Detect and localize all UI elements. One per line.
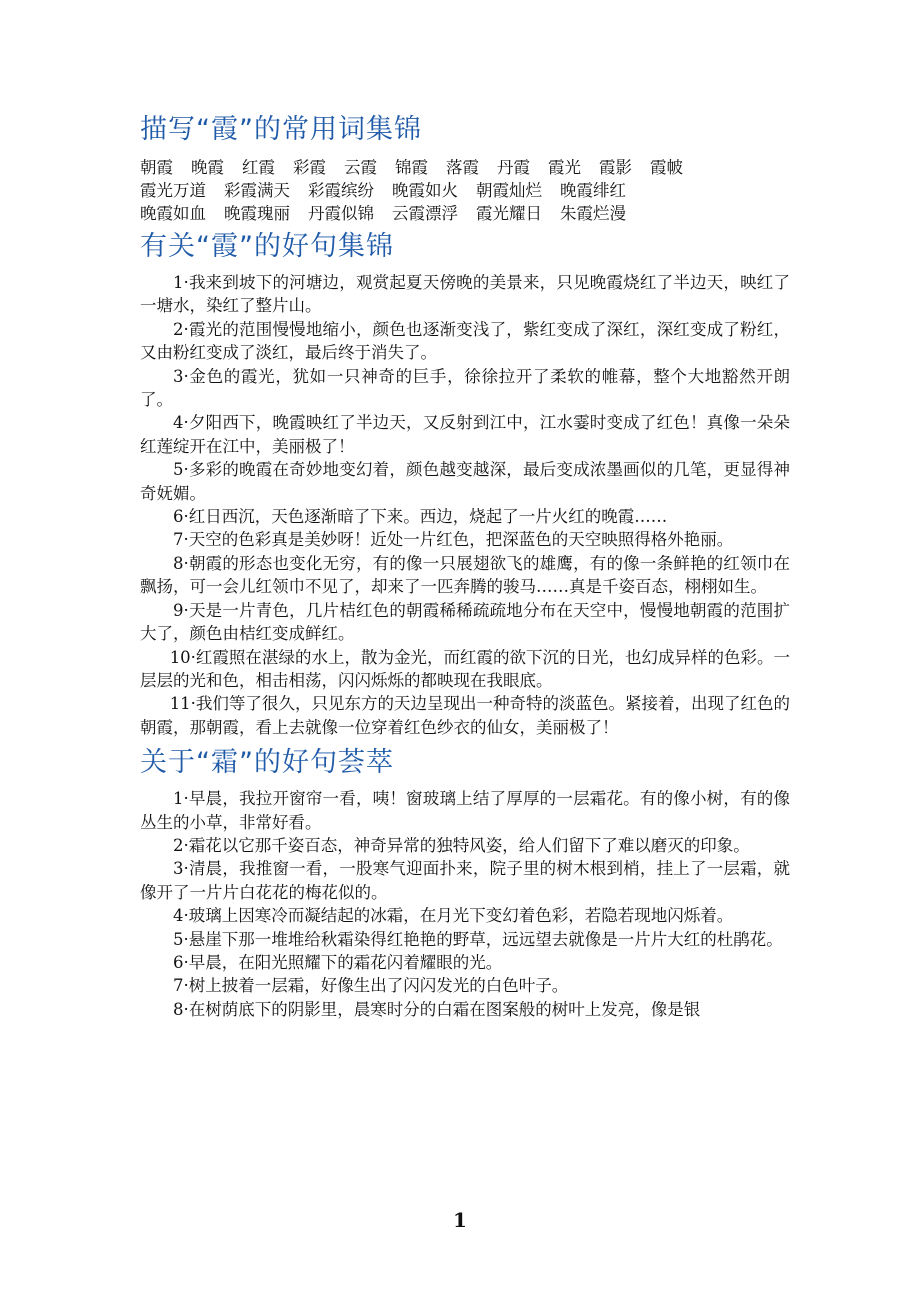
word: 彩霞缤纷 xyxy=(308,181,374,200)
word-list xyxy=(140,156,790,225)
section-title-xia-words: 描写“霞”的常用词集锦 xyxy=(140,114,422,145)
sentence-item: 3·金色的霞光，犹如一只神奇的巨手，徐徐拉开了柔软的帷幕，整个大地豁然开朗了。 xyxy=(140,366,790,410)
sentence-item: 10·红霞照在湛绿的水上，散为金光，而红霞的欲下沉的日光，也幻成异样的色彩。一层层的光和色，相击相荡，闪闪烁烁的都映现在我眼底。 xyxy=(140,647,790,690)
sentence-item: 8·在树荫底下的阴影里，晨寒时分的白霜在图案般的树叶上发亮，像是银 xyxy=(173,999,701,1019)
sentence-item: 4·夕阳西下，晚霞映红了半边天，又反射到江中，江水霎时变成了红色！真像一朵朵红莲绽开在江中，美丽极了！ xyxy=(140,413,790,456)
sentence-list-shuang xyxy=(140,787,790,1021)
word: 朝霞灿烂 xyxy=(476,181,542,200)
word: 晚霞绯红 xyxy=(560,181,626,200)
sentence-item: 2·霜花以它那千姿百态，神奇异常的独特风姿，给人们留下了难以磨灭的印象。 xyxy=(173,835,750,855)
word: 朝霞 xyxy=(140,158,173,177)
document-page xyxy=(140,110,790,1025)
word-line xyxy=(140,156,790,179)
word: 丹霞 xyxy=(497,158,530,177)
word: 朱霞烂漫 xyxy=(560,204,626,223)
section-title-shuang-sentences: 关于“霜”的好句荟萃 xyxy=(140,747,394,779)
word: 彩霞 xyxy=(293,158,326,177)
word: 晚霞瑰丽 xyxy=(224,204,290,223)
word-line xyxy=(140,179,790,202)
word: 霞光 xyxy=(548,158,581,177)
sentence-item: 6·红日西沉，天色逐渐暗了下来。西边，烧起了一片火红的晚霞…… xyxy=(173,507,668,527)
sentence-item: 3·清晨，我推窗一看，一股寒气迎面扑来，院子里的树木根到梢，挂上了一层霜，就像开了一片片白花花的梅花似的。 xyxy=(140,859,790,902)
section-title-xia-sentences: 有关“霞”的好句集锦 xyxy=(140,231,394,262)
word: 落霞 xyxy=(446,158,479,177)
sentence-item: 5·多彩的晚霞在奇妙地变幻着，颜色越变越深，最后变成浓墨画似的几笔，更显得神奇妩媚。 xyxy=(140,460,790,503)
word: 霞帔 xyxy=(650,158,683,177)
sentence-item: 5·悬崖下那一堆堆给秋霜染得红艳艳的野草，远远望去就像是一片片大红的杜鹃花。 xyxy=(173,929,783,949)
sentence-item: 6·早晨，在阳光照耀下的霜花闪着耀眼的光。 xyxy=(173,952,503,972)
page-number: 1 xyxy=(453,1208,467,1232)
word: 霞影 xyxy=(599,158,632,177)
sentence-list-xia xyxy=(140,271,790,739)
sentence-item: 11·我们等了很久，只见东方的天边呈现出一种奇特的淡蓝色。紧接着，出现了红色的朝霞，那朝霞，看上去就像一位穿着红色纱衣的仙女，美丽极了！ xyxy=(140,694,790,737)
word: 霞光万道 xyxy=(140,181,206,200)
sentence-item: 8·朝霞的形态也变化无穷，有的像一只展翅欲飞的雄鹰，有的像一条鲜艳的红领巾在飘扬，可一会儿红领巾不见了，却来了一匹奔腾的骏马……真是千姿百态，栩栩如生。 xyxy=(140,553,790,597)
word: 晚霞 xyxy=(191,158,224,177)
word: 云霞 xyxy=(344,158,377,177)
sentence-item: 7·树上披着一层霜，好像生出了闪闪发光的白色叶子。 xyxy=(173,976,569,996)
word: 丹霞似锦 xyxy=(308,204,374,223)
word: 云霞漂浮 xyxy=(392,204,458,223)
sentence-item: 1·我来到坡下的河塘边，观赏起夏天傍晚的美景来，只见晚霞烧红了半边天，映红了一塘水，染红了整片山。 xyxy=(140,273,790,316)
word-line xyxy=(140,202,790,225)
sentence-item: 2·霞光的范围慢慢地缩小，颜色也逐渐变浅了，紫红变成了深红，深红变成了粉红，又由粉红变成了淡红，最后终于消失了。 xyxy=(140,319,790,363)
word: 霞光耀日 xyxy=(476,204,542,223)
sentence-item: 1·早晨，我拉开窗帘一看，咦！窗玻璃上结了厚厚的一层霜花。有的像小树，有的像丛生的小草，非常好看。 xyxy=(140,789,790,832)
word: 彩霞满天 xyxy=(224,181,290,200)
sentence-item: 4·玻璃上因寒冷而凝结起的冰霜，在月光下变幻着色彩，若隐若现地闪烁着。 xyxy=(173,906,734,926)
word: 锦霞 xyxy=(395,158,428,177)
word: 红霞 xyxy=(242,158,275,177)
word: 晚霞如火 xyxy=(392,181,458,200)
sentence-item: 9·天是一片青色，几片桔红色的朝霞稀稀疏疏地分布在天空中，慢慢地朝霞的范围扩大了，颜色由桔红变成鲜红。 xyxy=(140,600,790,644)
sentence-item: 7·天空的色彩真是美妙呀！近处一片红色，把深蓝色的天空映照得格外艳丽。 xyxy=(173,530,734,550)
word: 晚霞如血 xyxy=(140,204,206,223)
